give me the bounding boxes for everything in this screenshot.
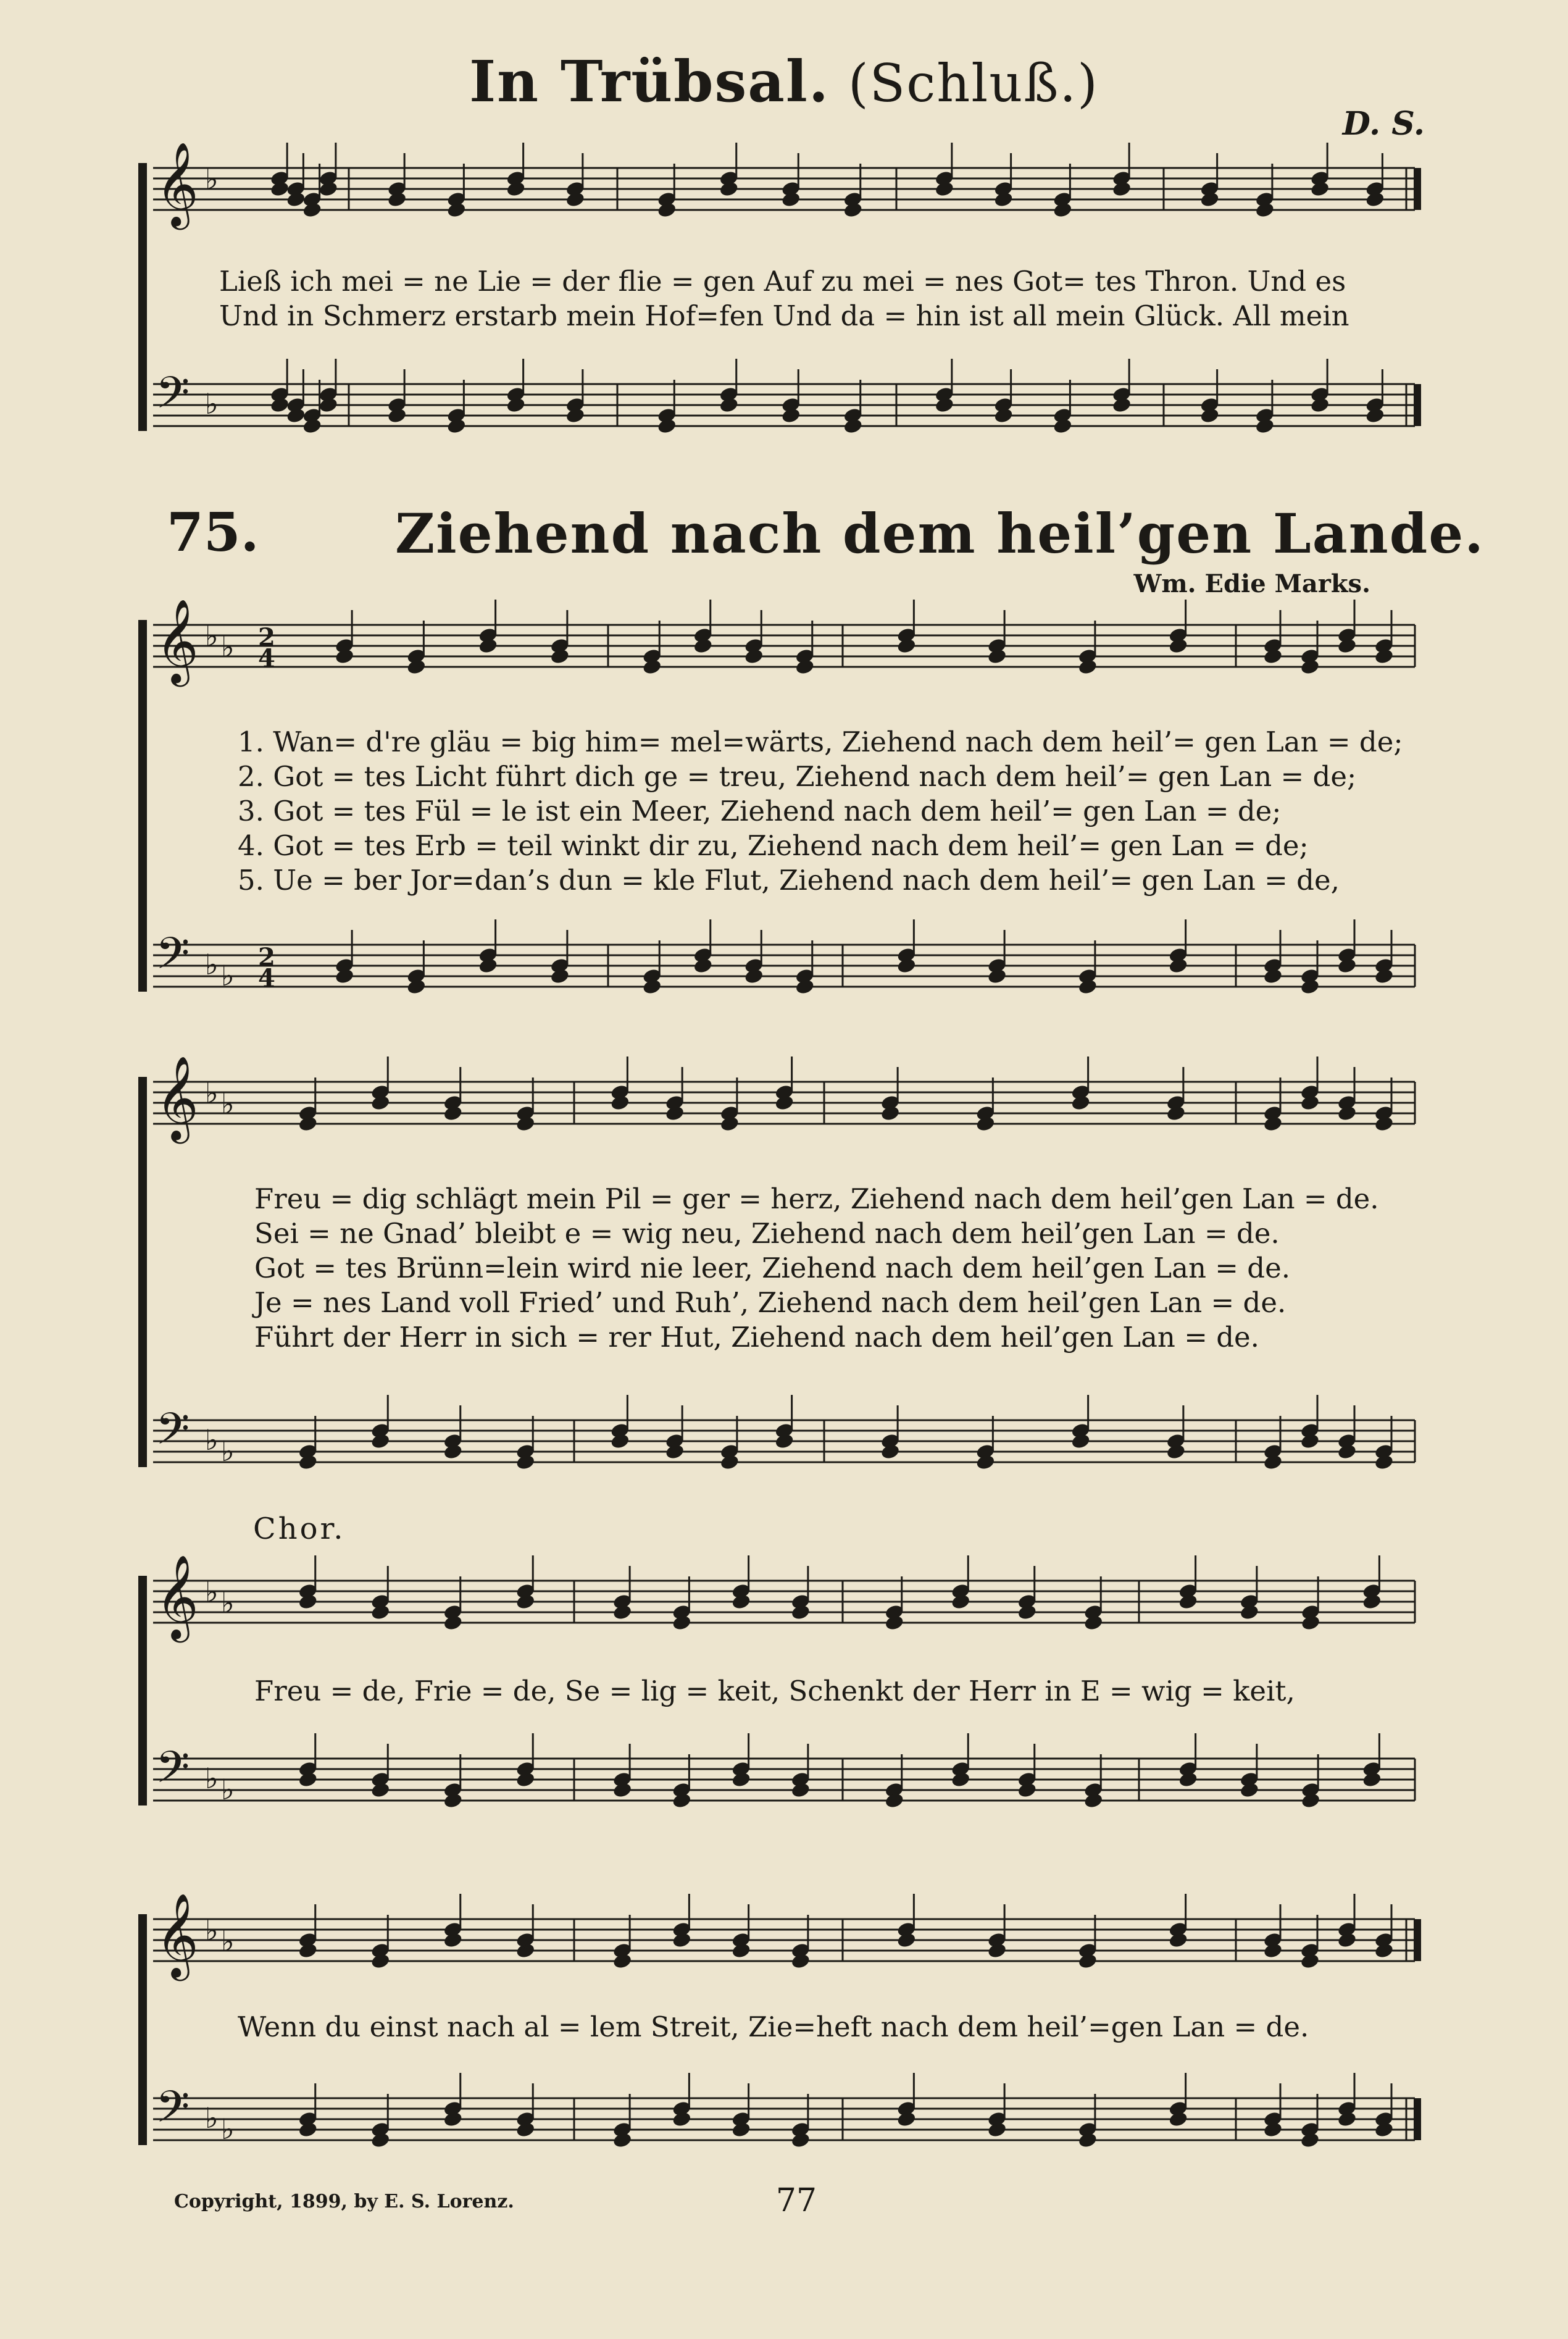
dal-segno-mark: D. S. [1342,105,1425,143]
flat-sign-icon: ♭ [205,162,219,196]
hymn-number: 75. [167,501,259,564]
flat-sign-icon: ♭ [221,1586,235,1620]
top-lyric-line-1: Ließ ich mei = ne Lie = der flie = gen Auf zu mei = nes Got= tes Thron. Und es [219,265,1346,298]
copyright-notice: Copyright, 1899, by E. S. Lorenz. [174,2191,514,2212]
system-bracket [138,163,147,431]
flat-sign-icon: ♭ [205,948,219,981]
composer-credit: Wm. Edie Marks. [1133,569,1370,598]
verses-part-1 [238,725,1403,898]
verse-line: Freu = dig schlägt mein Pil = ger = herz, Ziehend nach dem heil’gen Lan = de. [254,1182,1379,1215]
time-signature-denominator: 4 [258,964,275,993]
system-bracket [138,620,147,992]
flat-sign-icon: ♭ [221,1925,235,1958]
system-bracket [138,1077,147,1467]
verse-line: 1. Wan= d're gläu = big him= mel=wärts, Ziehend nach dem heil’= gen Lan = de; [238,726,1403,758]
flat-sign-icon: ♭ [205,387,219,421]
time-signature-numerator: 2 [258,623,275,652]
verse-line: 2. Got = tes Licht führt dich ge = treu, Ziehend nach dem heil’= gen Lan = de; [238,760,1357,793]
final-barline [1414,384,1421,426]
flat-sign-icon: ♭ [221,630,235,664]
verse-line: Je = nes Land voll Fried’ und Ruh’, Ziehend nach dem heil’gen Lan = de. [254,1286,1287,1319]
verse-line: Sei = ne Gnad’ bleibt e = wig neu, Ziehend nach dem heil’gen Lan = de. [254,1217,1280,1250]
flat-sign-icon: ♭ [205,1914,219,1947]
section-title [0,48,1568,115]
flat-sign-icon: ♭ [205,1423,219,1457]
verses-part-2 [254,1182,1379,1355]
chorus-label: Chor. [253,1512,346,1546]
treble-clef-icon: 𝄞 [156,1892,199,1977]
final-barline [1414,1919,1421,1961]
flat-sign-icon: ♭ [221,1773,235,1806]
final-barline [1414,168,1421,210]
chorus-lyric-line-1: Freu = de, Frie = de, Se = lig = keit, Schenkt der Herr in E = wig = keit, [254,1675,1295,1707]
bass-clef-icon: 𝄢 [156,1742,190,1804]
system-bracket [138,1576,147,1806]
treble-clef-icon: 𝄞 [156,1554,199,1639]
top-lyric-line-2: Und in Schmerz erstarb mein Hof=fen Und da = hin ist all mein Glück. All mein [219,299,1349,332]
treble-clef-icon: 𝄞 [156,1055,199,1140]
final-barline [1414,2098,1421,2140]
flat-sign-icon: ♭ [221,1087,235,1121]
flat-sign-icon: ♭ [221,1434,235,1468]
system-bracket [138,1914,147,2145]
verse-line: 5. Ue = ber Jor=dan’s dun = kle Flut, Ziehend nach dem heil’= gen Lan = de, [238,864,1340,897]
flat-sign-icon: ♭ [221,2112,235,2146]
bass-clef-icon: 𝄢 [156,2082,190,2143]
hymn-title: Ziehend nach dem heil’gen Lande. [395,501,1485,566]
page-number: 77 [775,2182,817,2219]
flat-sign-icon: ♭ [205,1575,219,1609]
verse-line: 3. Got = tes Fül = le ist ein Meer, Ziehend nach dem heil’= gen Lan = de; [238,795,1282,827]
verse-line: 4. Got = tes Erb = teil winkt dir zu, Ziehend nach dem heil’= gen Lan = de; [238,829,1309,862]
treble-clef-icon: 𝄞 [156,598,199,683]
time-signature-numerator: 2 [258,943,275,972]
flat-sign-icon: ♭ [205,619,219,653]
flat-sign-icon: ♭ [221,959,235,992]
section-title-text: In Trübsal. [469,48,830,115]
time-signature-denominator: 4 [258,644,275,673]
bass-clef-icon: 𝄢 [156,1404,190,1465]
chorus-lyric-line-2: Wenn du einst nach al = lem Streit, Zie=heft nach dem heil’=gen Lan = de. [238,2011,1309,2043]
verse-line: Got = tes Brünn=lein wird nie leer, Ziehend nach dem heil’gen Lan = de. [254,1252,1291,1284]
flat-sign-icon: ♭ [205,1076,219,1110]
treble-clef-icon: 𝄞 [156,141,199,226]
section-subtitle: (Schluß.) [848,53,1099,114]
bass-clef-icon: 𝄢 [156,367,190,429]
bass-clef-icon: 𝄢 [156,928,190,990]
flat-sign-icon: ♭ [205,2101,219,2135]
verse-line: Führt der Herr in sich = rer Hut, Ziehend nach dem heil’gen Lan = de. [254,1321,1259,1354]
flat-sign-icon: ♭ [205,1762,219,1795]
top-lyrics [219,264,1349,333]
